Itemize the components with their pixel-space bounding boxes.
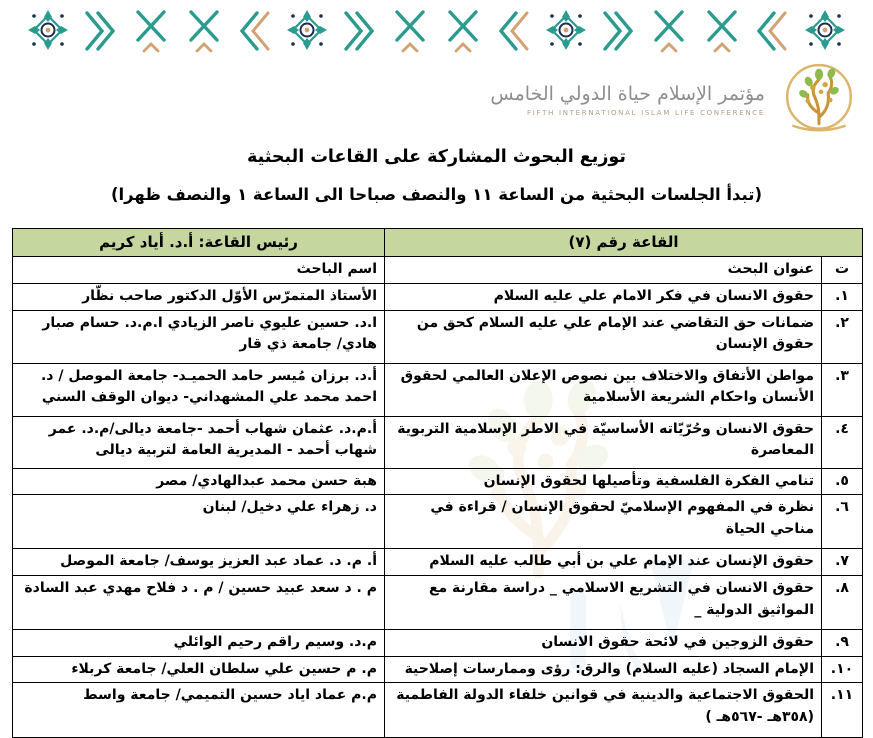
researcher-name: هبة حسن محمد عبدالهادي/ مصر [13, 468, 385, 495]
conference-logo [490, 60, 865, 140]
hall-number-header: القاعة رقم (٧) [385, 229, 863, 257]
research-title: تنامي الفكرة الفلسفية وتأصيلها لحقوق الإنسان [385, 468, 822, 495]
table-row [13, 416, 863, 468]
x-motif-icon [184, 8, 224, 54]
ornament-medallion-icon [26, 8, 70, 54]
table-row [13, 656, 863, 683]
chevron-left-icon [497, 8, 531, 54]
researcher-name: ا.د. حسين عليوي ناصر الزيادي ا.م.د. حسام صبار هادي/ جامعة ذي قار [13, 310, 385, 363]
logo-title-english: FIFTH INTERNATIONAL ISLAM LIFE CONFERENCE [527, 108, 765, 117]
table-row [13, 630, 863, 657]
researcher-name: د. زهراء علي دخيل/ لبنان [13, 495, 385, 549]
chevron-right-icon [601, 8, 635, 54]
row-number: ٦. [822, 495, 863, 549]
x-motif-icon [702, 8, 742, 54]
researcher-name: م. م حسين علي سلطان العلي/ جامعة كربلاء [13, 656, 385, 683]
ornament-medallion-icon [544, 8, 588, 54]
x-motif-icon [649, 8, 689, 54]
table-row [13, 549, 863, 576]
ornament-medallion-icon [285, 8, 329, 54]
ornament-medallion-icon [803, 8, 847, 54]
researcher-name: أ.م.د. عثمان شهاب أحمد -جامعة ديالى/م.د. عمر شهاب أحمد - المديرية العامة لتربية ديالى [13, 416, 385, 468]
page-title: توزيع البحوث المشاركة على القاعات البحثية [247, 147, 626, 167]
page-subtitle: (تبدأ الجلسات البحثية من الساعة ١١ والنصف صباحا الى الساعة ١ والنصف ظهرا) [110, 185, 763, 204]
researcher-name: م.د. وسيم راقم رحيم الوائلي [13, 630, 385, 657]
logo-title-arabic: مؤتمر الإسلام حياة الدولي الخامس [490, 83, 765, 106]
row-number: ٩. [822, 630, 863, 657]
research-title: حقوق الانسان في فكر الامام علي عليه السلام [385, 283, 822, 310]
research-title: حقوق الإنسان عند الإمام علي بن أبي طالب عليه السلام [385, 549, 822, 576]
chevron-left-icon [238, 8, 272, 54]
x-motif-icon [390, 8, 430, 54]
row-number: ١١. [822, 683, 863, 738]
row-number: ٧. [822, 549, 863, 576]
research-title: الإمام السجاد (عليه السلام) والرق: رؤى وممارسات إصلاحية [385, 656, 822, 683]
table-row [13, 683, 863, 738]
hall-chair-header: رئيس القاعة: أ.د. أياد كريم [13, 229, 385, 257]
table-row [13, 468, 863, 495]
research-title: حقوق الانسان وحُرّيّاته الأساسيّة في الاطر الإسلامية التربوية المعاصرة [385, 416, 822, 468]
row-number: ٢. [822, 310, 863, 363]
row-number: ٤. [822, 416, 863, 468]
research-title: مواطن الأتفاق والاختلاف بين نصوص الإعلان العالمي لحقوق الأنسان واحكام الشريعة الأسلامية [385, 363, 822, 416]
table-row [13, 576, 863, 630]
column-header-row [13, 257, 863, 284]
row-number: ٥. [822, 468, 863, 495]
research-table [12, 228, 863, 738]
row-number: ٨. [822, 576, 863, 630]
table-row [13, 310, 863, 363]
table-row [13, 363, 863, 416]
table-row [13, 495, 863, 549]
decorative-border [0, 6, 873, 56]
researcher-name: م . د سعد عبيد حسين / م . د فلاح مهدي عبد السادة [13, 576, 385, 630]
chevron-right-icon [83, 8, 117, 54]
chevron-left-icon [755, 8, 789, 54]
research-title: الحقوق الاجتماعية والدينية في قوانين خلفاء الدولة الفاطمية (٣٥٨هـ -٥٦٧هـ ) [385, 683, 822, 738]
researcher-name: م.م عماد اياد حسين التميمي/ جامعة واسط [13, 683, 385, 738]
column-header-no: ت [822, 257, 863, 284]
column-header-researcher: اسم الباحث [13, 257, 385, 284]
row-number: ١٠. [822, 656, 863, 683]
table-row [13, 283, 863, 310]
research-title: نظرة في المفهوم الإسلاميّ لحقوق الإنسان / قراءة في مناحي الحياة [385, 495, 822, 549]
x-motif-icon [443, 8, 483, 54]
row-number: ١. [822, 283, 863, 310]
column-header-title: عنوان البحث [385, 257, 822, 284]
x-motif-icon [131, 8, 171, 54]
research-title: حقوق الانسان في التشريع الاسلامي _ دراسة مقارنة مع المواثيق الدولية _ [385, 576, 822, 630]
table-header-row [13, 229, 863, 257]
research-title: ضمانات حق التقاضي عند الإمام علي عليه السلام كحق من حقوق الإنسان [385, 310, 822, 363]
researcher-name: الأستاذ المتمرّس الأوّل الدكتور صاحب نظّار [13, 283, 385, 310]
researcher-name: أ. م. د. عماد عبد العزيز يوسف/ جامعة الموصل [13, 549, 385, 576]
row-number: ٣. [822, 363, 863, 416]
research-title: حقوق الزوجين في لائحة حقوق الانسان [385, 630, 822, 657]
researcher-name: أ.د. برزان مُيسر حامد الحميـد- جامعة الموصل / د. احمد محمد علي المشهداني- ديوان الوقف السني [13, 363, 385, 416]
tree-logo-icon [773, 60, 865, 140]
chevron-right-icon [342, 8, 376, 54]
